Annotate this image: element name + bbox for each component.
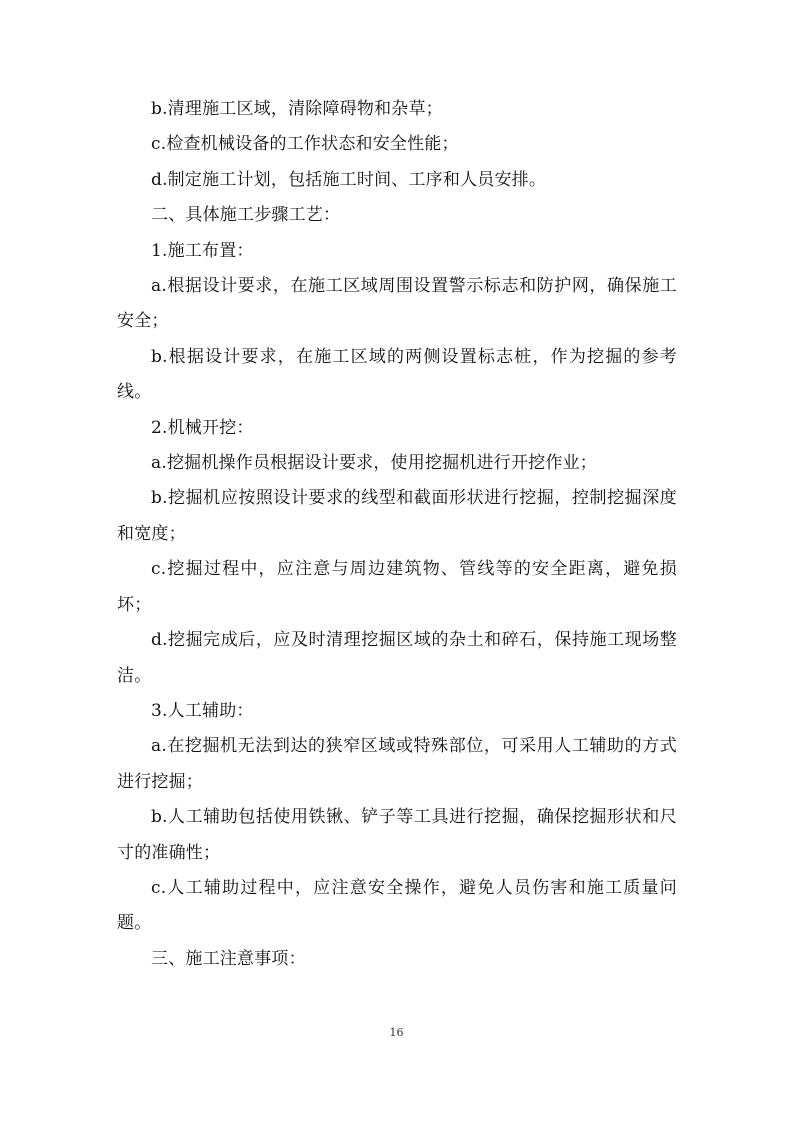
paragraph: b.挖掘机应按照设计要求的线型和截面形状进行挖掘，控制挖掘深度和宽度； <box>117 488 677 544</box>
paragraph: a.挖掘机操作员根据设计要求，使用挖掘机进行开挖作业； <box>151 453 597 474</box>
paragraph: d.挖掘完成后，应及时清理挖掘区域的杂土和碎石，保持施工现场整洁。 <box>117 630 677 686</box>
paragraph: c.人工辅助过程中，应注意安全操作，避免人员伤害和施工质量问题。 <box>117 877 677 934</box>
paragraph: b.人工辅助包括使用铁锹、铲子等工具进行挖掘，确保挖掘形状和尺寸的准确性； <box>117 807 677 863</box>
paragraph: b.清理施工区域，清除障碍物和杂草； <box>151 99 443 119</box>
paragraph: a.在挖掘机无法到达的狭窄区域或特殊部位，可采用人工辅助的方式进行挖掘； <box>117 736 677 792</box>
section-heading: 二、具体施工步骤工艺： <box>151 205 341 226</box>
subsection-heading: 2.机械开挖： <box>151 417 254 438</box>
paragraph: b.根据设计要求，在施工区域的两侧设置标志桩，作为挖掘的参考线。 <box>117 346 677 403</box>
paragraph: c.挖掘过程中，应注意与周边建筑物、管线等的安全距离，避免损坏； <box>117 559 677 615</box>
paragraph: d.制定施工计划，包括施工时间、工序和人员安排。 <box>151 169 547 190</box>
paragraph: a.根据设计要求，在施工区域周围设置警示标志和防护网，确保施工安全； <box>117 276 677 332</box>
paragraph: c.检查机械设备的工作状态和安全性能； <box>151 134 459 155</box>
page-number: 16 <box>389 1026 404 1039</box>
subsection-heading: 1.施工布置： <box>151 240 254 261</box>
section-heading: 三、施工注意事项： <box>151 948 306 969</box>
subsection-heading: 3.人工辅助： <box>151 700 254 721</box>
document-body <box>117 92 677 977</box>
